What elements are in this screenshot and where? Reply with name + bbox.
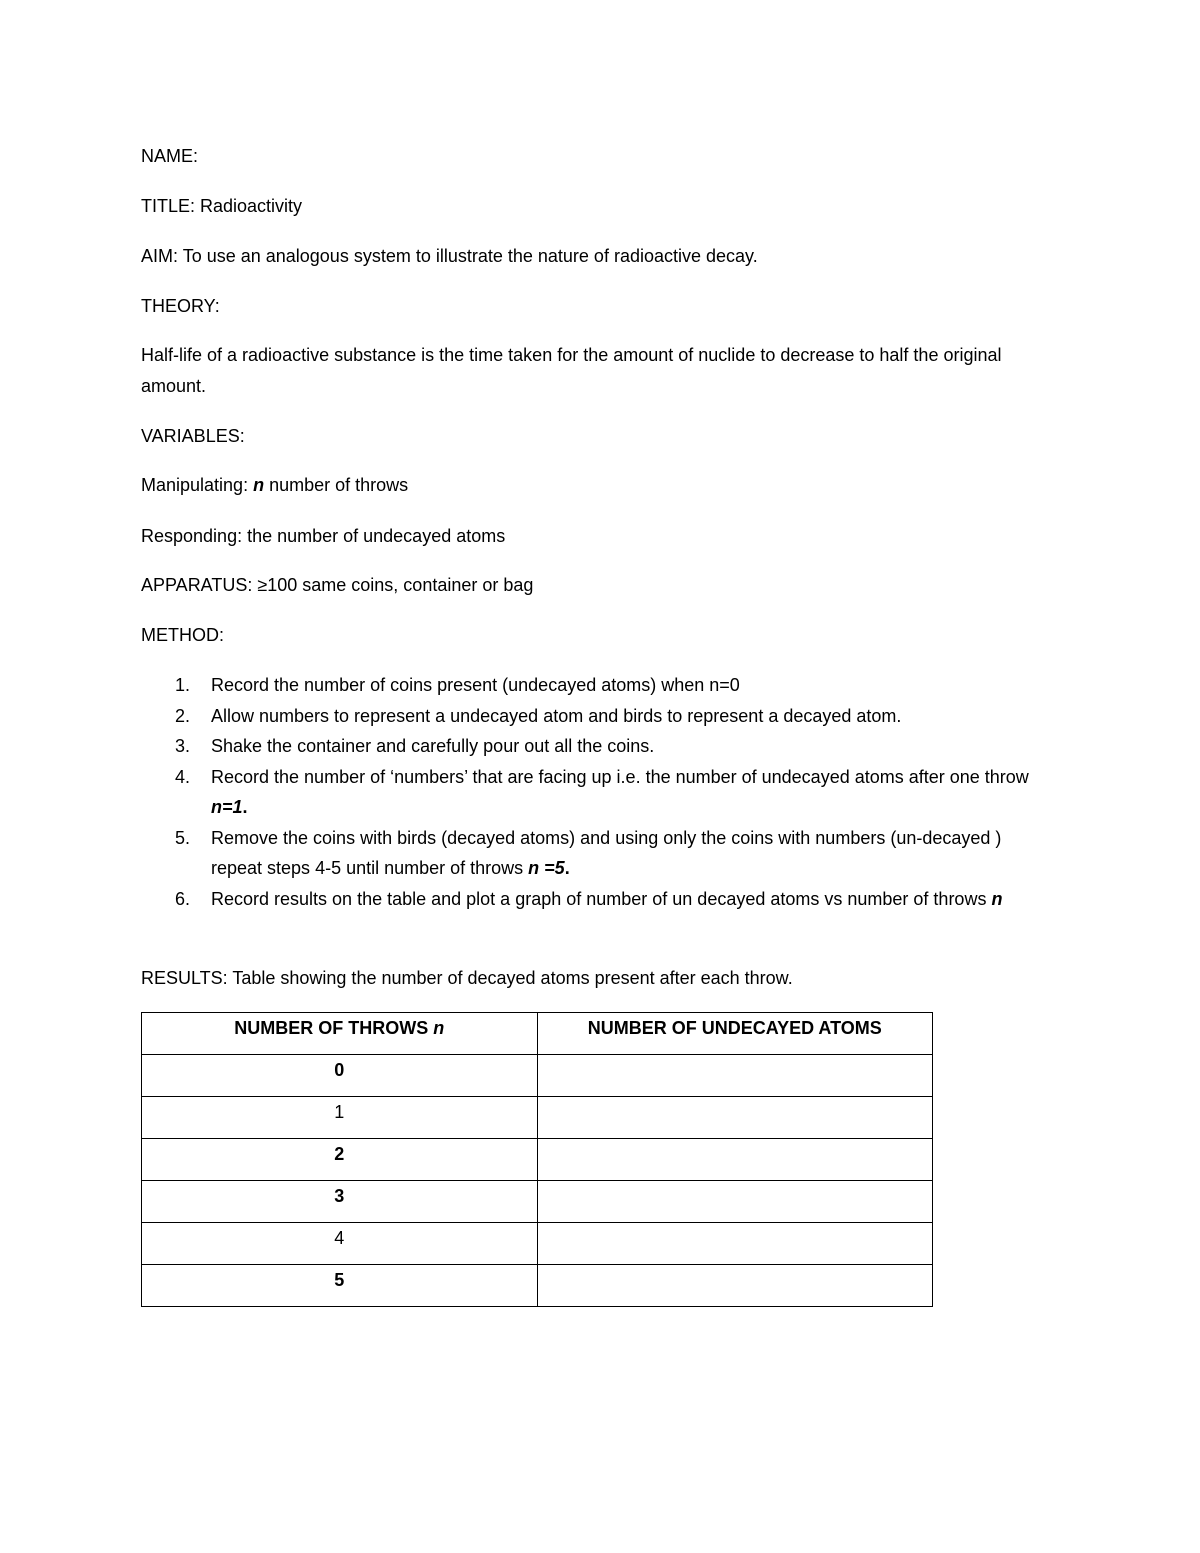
results-table bbox=[141, 1012, 933, 1307]
step-tail: . bbox=[564, 858, 570, 878]
atoms-cell[interactable] bbox=[537, 1181, 933, 1223]
aim-label: AIM: bbox=[141, 246, 179, 266]
atoms-cell[interactable] bbox=[537, 1223, 933, 1265]
table-row bbox=[142, 1265, 933, 1307]
method-step bbox=[141, 884, 1041, 915]
step-text: Shake the container and carefully pour out all the coins. bbox=[211, 736, 655, 756]
throws-cell: 3 bbox=[142, 1181, 538, 1223]
atoms-cell[interactable] bbox=[537, 1265, 933, 1307]
step-symbol: n=1 bbox=[211, 797, 243, 817]
header-atoms: NUMBER OF UNDECAYED ATOMS bbox=[537, 1013, 933, 1055]
method-step bbox=[141, 670, 1041, 701]
theory-text: Half-life of a radioactive substance is the time taken for the amount of nuclide to decrease to half the original amount. bbox=[141, 345, 1002, 396]
header-throws: NUMBER OF THROWS n bbox=[142, 1013, 538, 1055]
table-row bbox=[142, 1223, 933, 1265]
step-tail: . bbox=[242, 797, 248, 817]
manipulating-label: Manipulating: bbox=[141, 475, 254, 495]
step-text: Remove the coins with birds (decayed atoms) and using only the coins with numbers (un-decayed ) repeat steps 4-5 until number of throws bbox=[211, 827, 1002, 878]
step-symbol: n =5 bbox=[528, 858, 565, 878]
step-number: 2. bbox=[175, 705, 191, 726]
aim-line bbox=[141, 241, 758, 272]
method-list bbox=[141, 670, 1041, 914]
responding-line: Responding: the number of undecayed atoms bbox=[141, 526, 506, 546]
step-number: 6. bbox=[175, 888, 191, 909]
name-label: NAME: bbox=[141, 146, 199, 166]
manipulating-text: number of throws bbox=[264, 475, 409, 495]
header-throws-symbol: n bbox=[433, 1018, 445, 1038]
throws-cell: 2 bbox=[142, 1139, 538, 1181]
table-row bbox=[142, 1139, 933, 1181]
step-number: 1. bbox=[175, 675, 191, 695]
title-line: TITLE: Radioactivity bbox=[141, 196, 303, 216]
step-number: 3. bbox=[175, 736, 191, 756]
step-symbol: n bbox=[991, 888, 1003, 909]
table-header-row bbox=[142, 1013, 933, 1055]
throws-cell: 0 bbox=[142, 1055, 538, 1097]
manipulating-line bbox=[141, 470, 408, 501]
table-row bbox=[142, 1055, 933, 1097]
step-number: 4. bbox=[175, 766, 191, 787]
atoms-cell[interactable] bbox=[537, 1097, 933, 1139]
results-caption: RESULTS: Table showing the number of decayed atoms present after each throw. bbox=[141, 968, 793, 988]
method-label: METHOD: bbox=[141, 625, 224, 645]
atoms-cell[interactable] bbox=[537, 1055, 933, 1097]
table-row bbox=[142, 1097, 933, 1139]
apparatus-line: APPARATUS: ≥100 same coins, container or bag bbox=[141, 575, 534, 595]
variables-label: VARIABLES: bbox=[141, 426, 245, 446]
step-text: Record the number of ‘numbers’ that are facing up i.e. the number of undecayed atoms after one throw bbox=[211, 766, 1029, 787]
method-step bbox=[141, 823, 1041, 884]
step-text: Record results on the table and plot a graph of number of un decayed atoms vs number of throws bbox=[211, 888, 992, 909]
table-row bbox=[142, 1181, 933, 1223]
theory-label: THEORY: bbox=[141, 296, 220, 316]
manipulating-symbol: n bbox=[253, 475, 265, 495]
step-number: 5. bbox=[175, 827, 191, 848]
atoms-cell[interactable] bbox=[537, 1139, 933, 1181]
throws-cell: 5 bbox=[142, 1265, 538, 1307]
step-text: Record the number of coins present (undecayed atoms) when n=0 bbox=[211, 675, 740, 695]
step-text: Allow numbers to represent a undecayed atom and birds to represent a decayed atom. bbox=[211, 705, 902, 726]
method-step bbox=[141, 701, 1041, 732]
aim-text: To use an analogous system to illustrate the nature of radioactive decay. bbox=[178, 246, 758, 266]
method-step bbox=[141, 762, 1041, 823]
method-step bbox=[141, 731, 1041, 762]
throws-cell: 4 bbox=[142, 1223, 538, 1265]
throws-cell: 1 bbox=[142, 1097, 538, 1139]
